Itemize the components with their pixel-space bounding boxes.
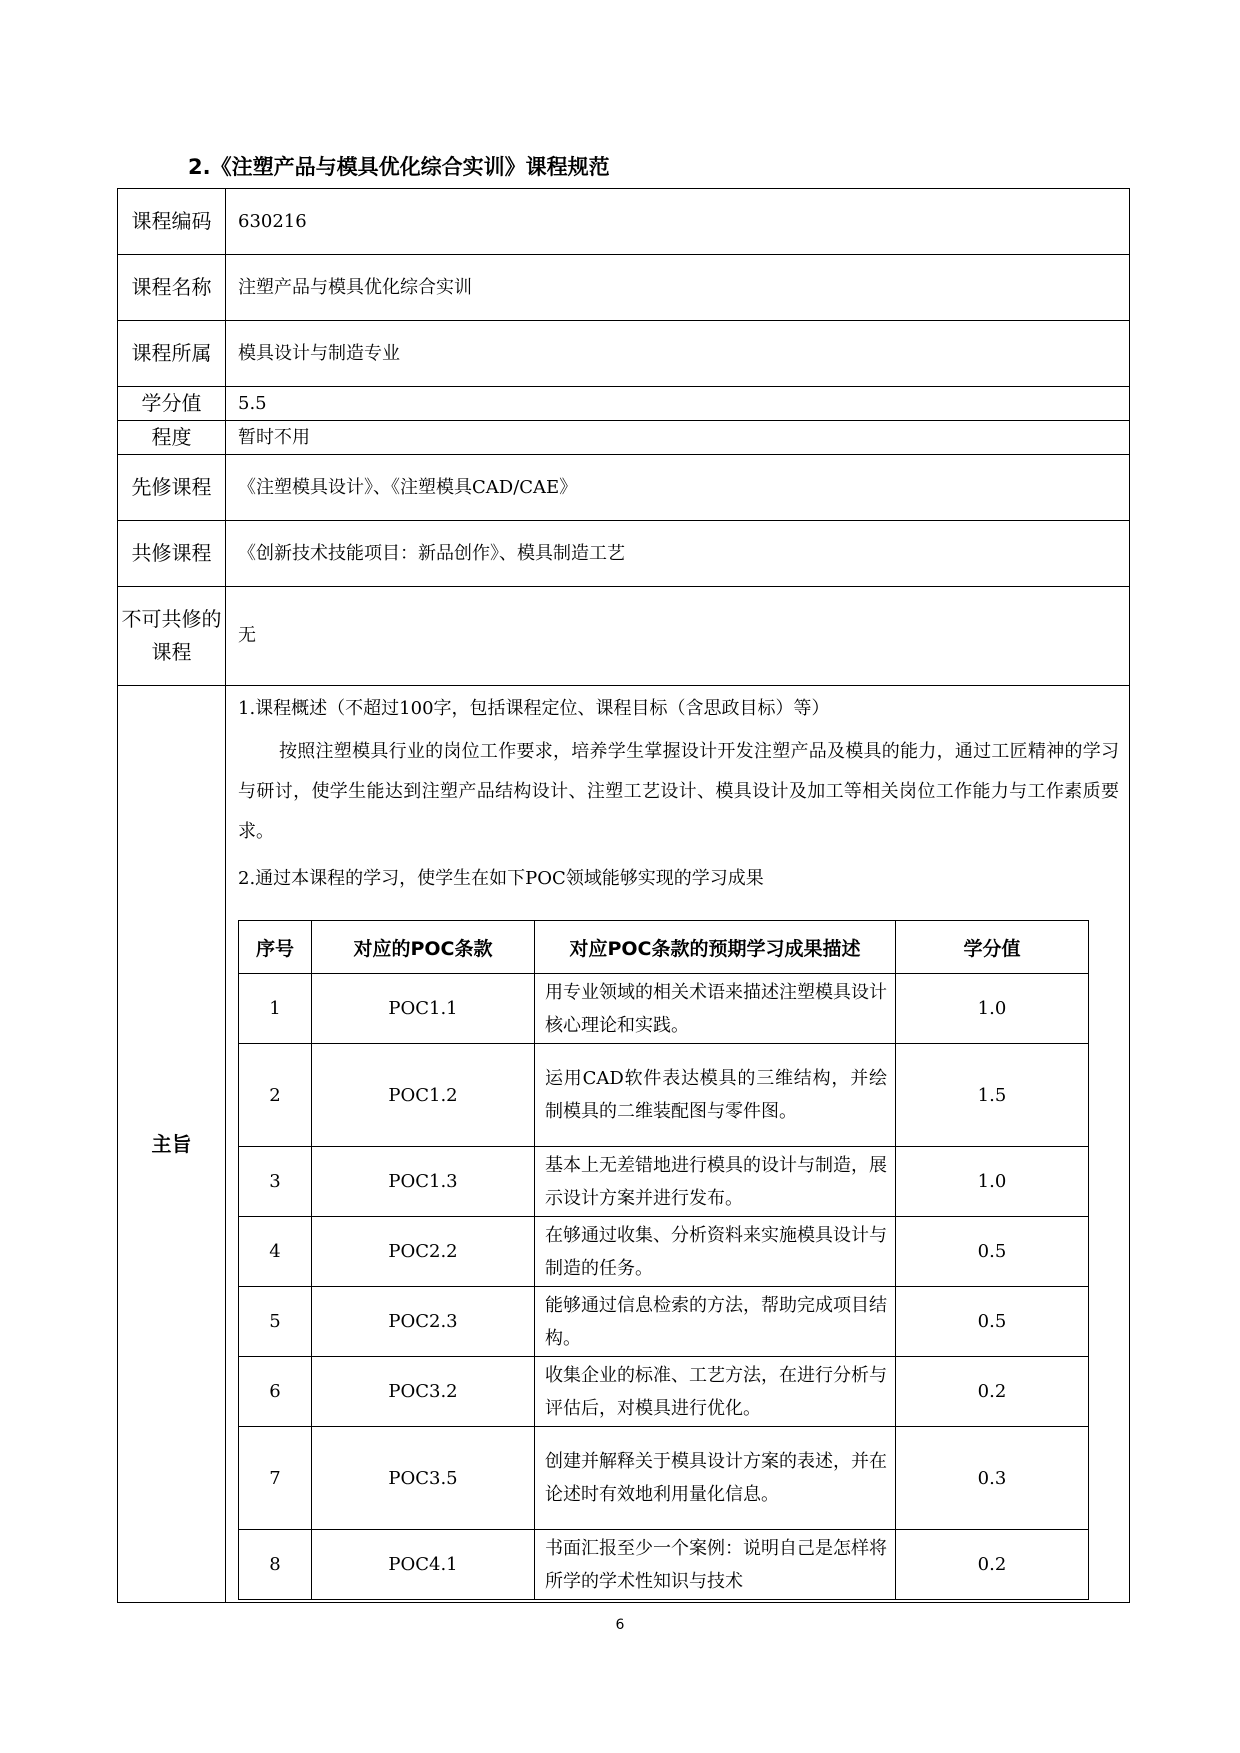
cell-no: 2	[239, 1044, 312, 1147]
cell-desc: 书面汇报至少一个案例：说明自己是怎样将所学的学术性知识与技术	[535, 1530, 896, 1600]
table-row	[239, 1530, 1089, 1600]
row-credit	[118, 387, 1130, 421]
cell-poc: POC2.3	[312, 1287, 535, 1357]
purpose-cell	[226, 686, 1130, 1603]
cell-desc: 基本上无差错地进行模具的设计与制造，展示设计方案并进行发布。	[535, 1147, 896, 1217]
row-corequisites	[118, 521, 1130, 587]
outcomes-heading: 2.通过本课程的学习，使学生在如下POC领域能够实现的学习成果	[238, 868, 764, 889]
value-corequisites: 《创新技术技能项目：新品创作》、模具制造工艺	[226, 521, 1130, 587]
cell-poc: POC1.2	[312, 1044, 535, 1147]
cell-credit: 0.5	[896, 1217, 1089, 1287]
value-prerequisites: 《注塑模具设计》、《注塑模具CAD/CAE》	[226, 455, 1130, 521]
row-exclusions	[118, 587, 1130, 686]
row-prerequisites	[118, 455, 1130, 521]
value-level: 暂时不用	[226, 421, 1130, 455]
cell-desc: 创建并解释关于模具设计方案的表述，并在论述时有效地利用量化信息。	[535, 1427, 896, 1530]
page-number: 6	[615, 1617, 625, 1633]
value-exclusions: 无	[226, 587, 1130, 686]
label-course-code: 课程编码	[118, 189, 226, 255]
header-no: 序号	[239, 921, 312, 974]
row-course-name	[118, 255, 1130, 321]
page-title: 2.《注塑产品与模具优化综合实训》课程规范	[188, 155, 610, 179]
row-purpose	[118, 686, 1130, 1603]
poc-table-header	[239, 921, 1089, 974]
table-row	[239, 1217, 1089, 1287]
cell-credit: 1.5	[896, 1044, 1089, 1147]
label-corequisites: 共修课程	[118, 521, 226, 587]
cell-no: 8	[239, 1530, 312, 1600]
row-course-affiliation	[118, 321, 1130, 387]
cell-credit: 1.0	[896, 974, 1089, 1044]
table-row	[239, 1147, 1089, 1217]
cell-desc: 在够通过收集、分析资料来实施模具设计与制造的任务。	[535, 1217, 896, 1287]
table-row	[239, 974, 1089, 1044]
header-poc: 对应的POC条款	[312, 921, 535, 974]
cell-desc: 用专业领域的相关术语来描述注塑模具设计核心理论和实践。	[535, 974, 896, 1044]
table-row	[239, 1287, 1089, 1357]
label-prerequisites: 先修课程	[118, 455, 226, 521]
header-desc: 对应POC条款的预期学习成果描述	[535, 921, 896, 974]
cell-poc: POC1.1	[312, 974, 535, 1044]
table-row	[239, 1044, 1089, 1147]
overview-text: 按照注塑模具行业的岗位工作要求，培养学生掌握设计开发注塑产品及模具的能力，通过工匠精神的学习与研讨，使学生能达到注塑产品结构设计、注塑工艺设计、模具设计及加工等相关岗位工作能力与工作素质要求。	[238, 741, 1119, 842]
table-row	[239, 1427, 1089, 1530]
cell-credit: 0.2	[896, 1530, 1089, 1600]
label-level: 程度	[118, 421, 226, 455]
cell-credit: 0.3	[896, 1427, 1089, 1530]
label-course-affiliation: 课程所属	[118, 321, 226, 387]
cell-poc: POC2.2	[312, 1217, 535, 1287]
cell-desc: 运用CAD软件表达模具的三维结构，并绘制模具的二维装配图与零件图。	[535, 1044, 896, 1147]
cell-credit: 0.5	[896, 1287, 1089, 1357]
overview-heading: 1.课程概述（不超过100字，包括课程定位、课程目标（含思政目标）等）	[238, 698, 830, 719]
label-purpose: 主旨	[118, 686, 226, 1603]
row-level	[118, 421, 1130, 455]
cell-no: 5	[239, 1287, 312, 1357]
cell-desc: 能够通过信息检索的方法，帮助完成项目结构。	[535, 1287, 896, 1357]
cell-credit: 0.2	[896, 1357, 1089, 1427]
cell-poc: POC3.2	[312, 1357, 535, 1427]
row-course-code	[118, 189, 1130, 255]
header-credit: 学分值	[896, 921, 1089, 974]
label-course-name: 课程名称	[118, 255, 226, 321]
value-course-code: 630216	[226, 189, 1130, 255]
cell-poc: POC4.1	[312, 1530, 535, 1600]
label-exclusions: 不可共修的课程	[118, 587, 226, 686]
course-spec-table	[117, 188, 1130, 1603]
cell-poc: POC1.3	[312, 1147, 535, 1217]
cell-credit: 1.0	[896, 1147, 1089, 1217]
cell-no: 7	[239, 1427, 312, 1530]
value-course-name: 注塑产品与模具优化综合实训	[226, 255, 1130, 321]
cell-no: 1	[239, 974, 312, 1044]
cell-no: 3	[239, 1147, 312, 1217]
label-credit: 学分值	[118, 387, 226, 421]
value-credit: 5.5	[226, 387, 1130, 421]
table-row	[239, 1357, 1089, 1427]
cell-poc: POC3.5	[312, 1427, 535, 1530]
cell-desc: 收集企业的标准、工艺方法，在进行分析与评估后，对模具进行优化。	[535, 1357, 896, 1427]
poc-outcomes-table	[238, 920, 1089, 1600]
value-course-affiliation: 模具设计与制造专业	[226, 321, 1130, 387]
cell-no: 4	[239, 1217, 312, 1287]
cell-no: 6	[239, 1357, 312, 1427]
